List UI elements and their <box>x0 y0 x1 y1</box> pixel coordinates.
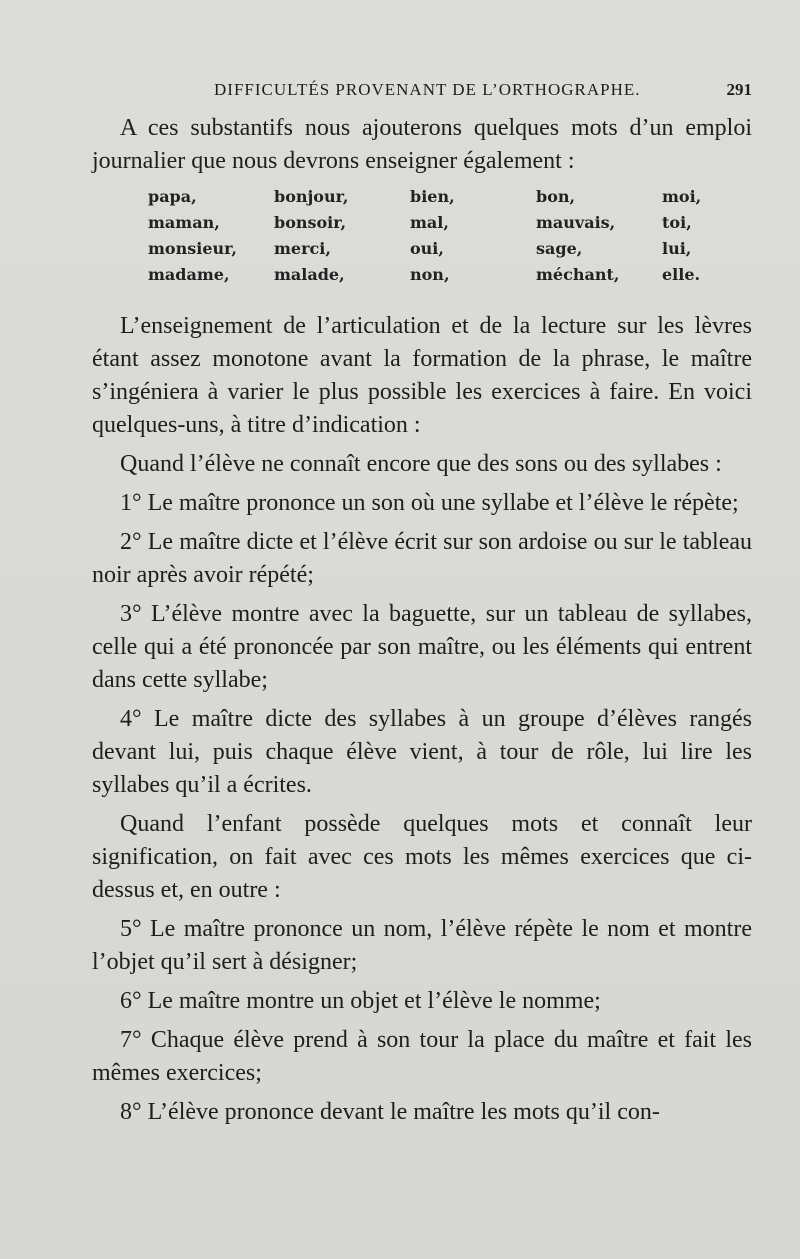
vocabulary-word: papa, <box>148 187 197 206</box>
vocabulary-column <box>274 184 410 288</box>
vocabulary-word: mauvais, <box>536 213 616 232</box>
vocabulary-word: moi, <box>662 187 702 206</box>
page-body <box>92 112 752 1129</box>
vocabulary-column <box>410 184 536 288</box>
exercise-item-6: 6° Le maître montre un objet et l’élève le nomme; <box>120 988 601 1014</box>
vocabulary-word: malade, <box>274 265 345 284</box>
vocabulary-word: non, <box>410 265 450 284</box>
vocabulary-column <box>148 184 274 288</box>
exercise-item-1: 1° Le maître prononce un son où une syllabe et l’élève le répète; <box>120 490 739 516</box>
running-title: DIFFICULTÉS PROVENANT DE L’ORTHOGRAPHE. <box>214 80 641 99</box>
vocabulary-column <box>536 184 662 288</box>
vocabulary-word: sage, <box>536 239 583 258</box>
page-number: 291 <box>726 80 752 99</box>
body-paragraph: Quand l’enfant possède quelques mots et connaît leur signification, on fait avec ces mots les mêmes exercices que ci-dessus et, en outre : <box>92 811 752 903</box>
exercise-item-7: 7° Chaque élève prend à son tour la place du maître et fait les mêmes exercices; <box>92 1027 752 1086</box>
vocabulary-word: elle. <box>662 265 701 284</box>
vocabulary-word: mal, <box>410 213 449 232</box>
exercise-item-3: 3° L’élève montre avec la baguette, sur un tableau de syllabes, celle qui a été prononcée par son maître, ou les éléments qui entrent dans cette syllabe; <box>92 601 752 693</box>
vocabulary-word: monsieur, <box>148 239 237 258</box>
vocabulary-word: madame, <box>148 265 230 284</box>
vocabulary-word: toi, <box>662 213 692 232</box>
exercise-item-5: 5° Le maître prononce un nom, l’élève répète le nom et montre l’objet qu’il sert à désigner; <box>92 916 752 975</box>
exercise-item-2: 2° Le maître dicte et l’élève écrit sur son ardoise ou sur le tableau noir après avoir répété; <box>92 529 752 588</box>
vocabulary-word: méchant, <box>536 265 620 284</box>
intro-paragraph: A ces substantifs nous ajouterons quelques mots d’un emploi journalier que nous devrons enseigner également : <box>92 115 752 174</box>
vocabulary-word: merci, <box>274 239 331 258</box>
exercise-item-4: 4° Le maître dicte des syllabes à un groupe d’élèves rangés devant lui, puis chaque élève vient, à tour de rôle, lui lire les syllabes qu’il a écrites. <box>92 706 752 798</box>
vocabulary-word: bonjour, <box>274 187 349 206</box>
vocabulary-word: bon, <box>536 187 576 206</box>
body-paragraph: Quand l’élève ne connaît encore que des sons ou des syllabes : <box>120 451 722 477</box>
vocabulary-word: lui, <box>662 239 692 258</box>
vocabulary-word: bonsoir, <box>274 213 347 232</box>
body-paragraph: L’enseignement de l’articulation et de la lecture sur les lèvres étant assez monotone avant la formation de la phrase, le maître s’ingéniera à varier le plus possible les exercices à faire. En voici quelques-uns, à titre d’indication : <box>92 313 752 438</box>
exercise-item-8: 8° L’élève prononce devant le maître les mots qu’il con- <box>120 1099 660 1125</box>
vocabulary-column <box>662 184 752 288</box>
vocabulary-list <box>148 184 752 288</box>
vocabulary-word: bien, <box>410 187 455 206</box>
vocabulary-word: maman, <box>148 213 220 232</box>
vocabulary-word: oui, <box>410 239 444 258</box>
